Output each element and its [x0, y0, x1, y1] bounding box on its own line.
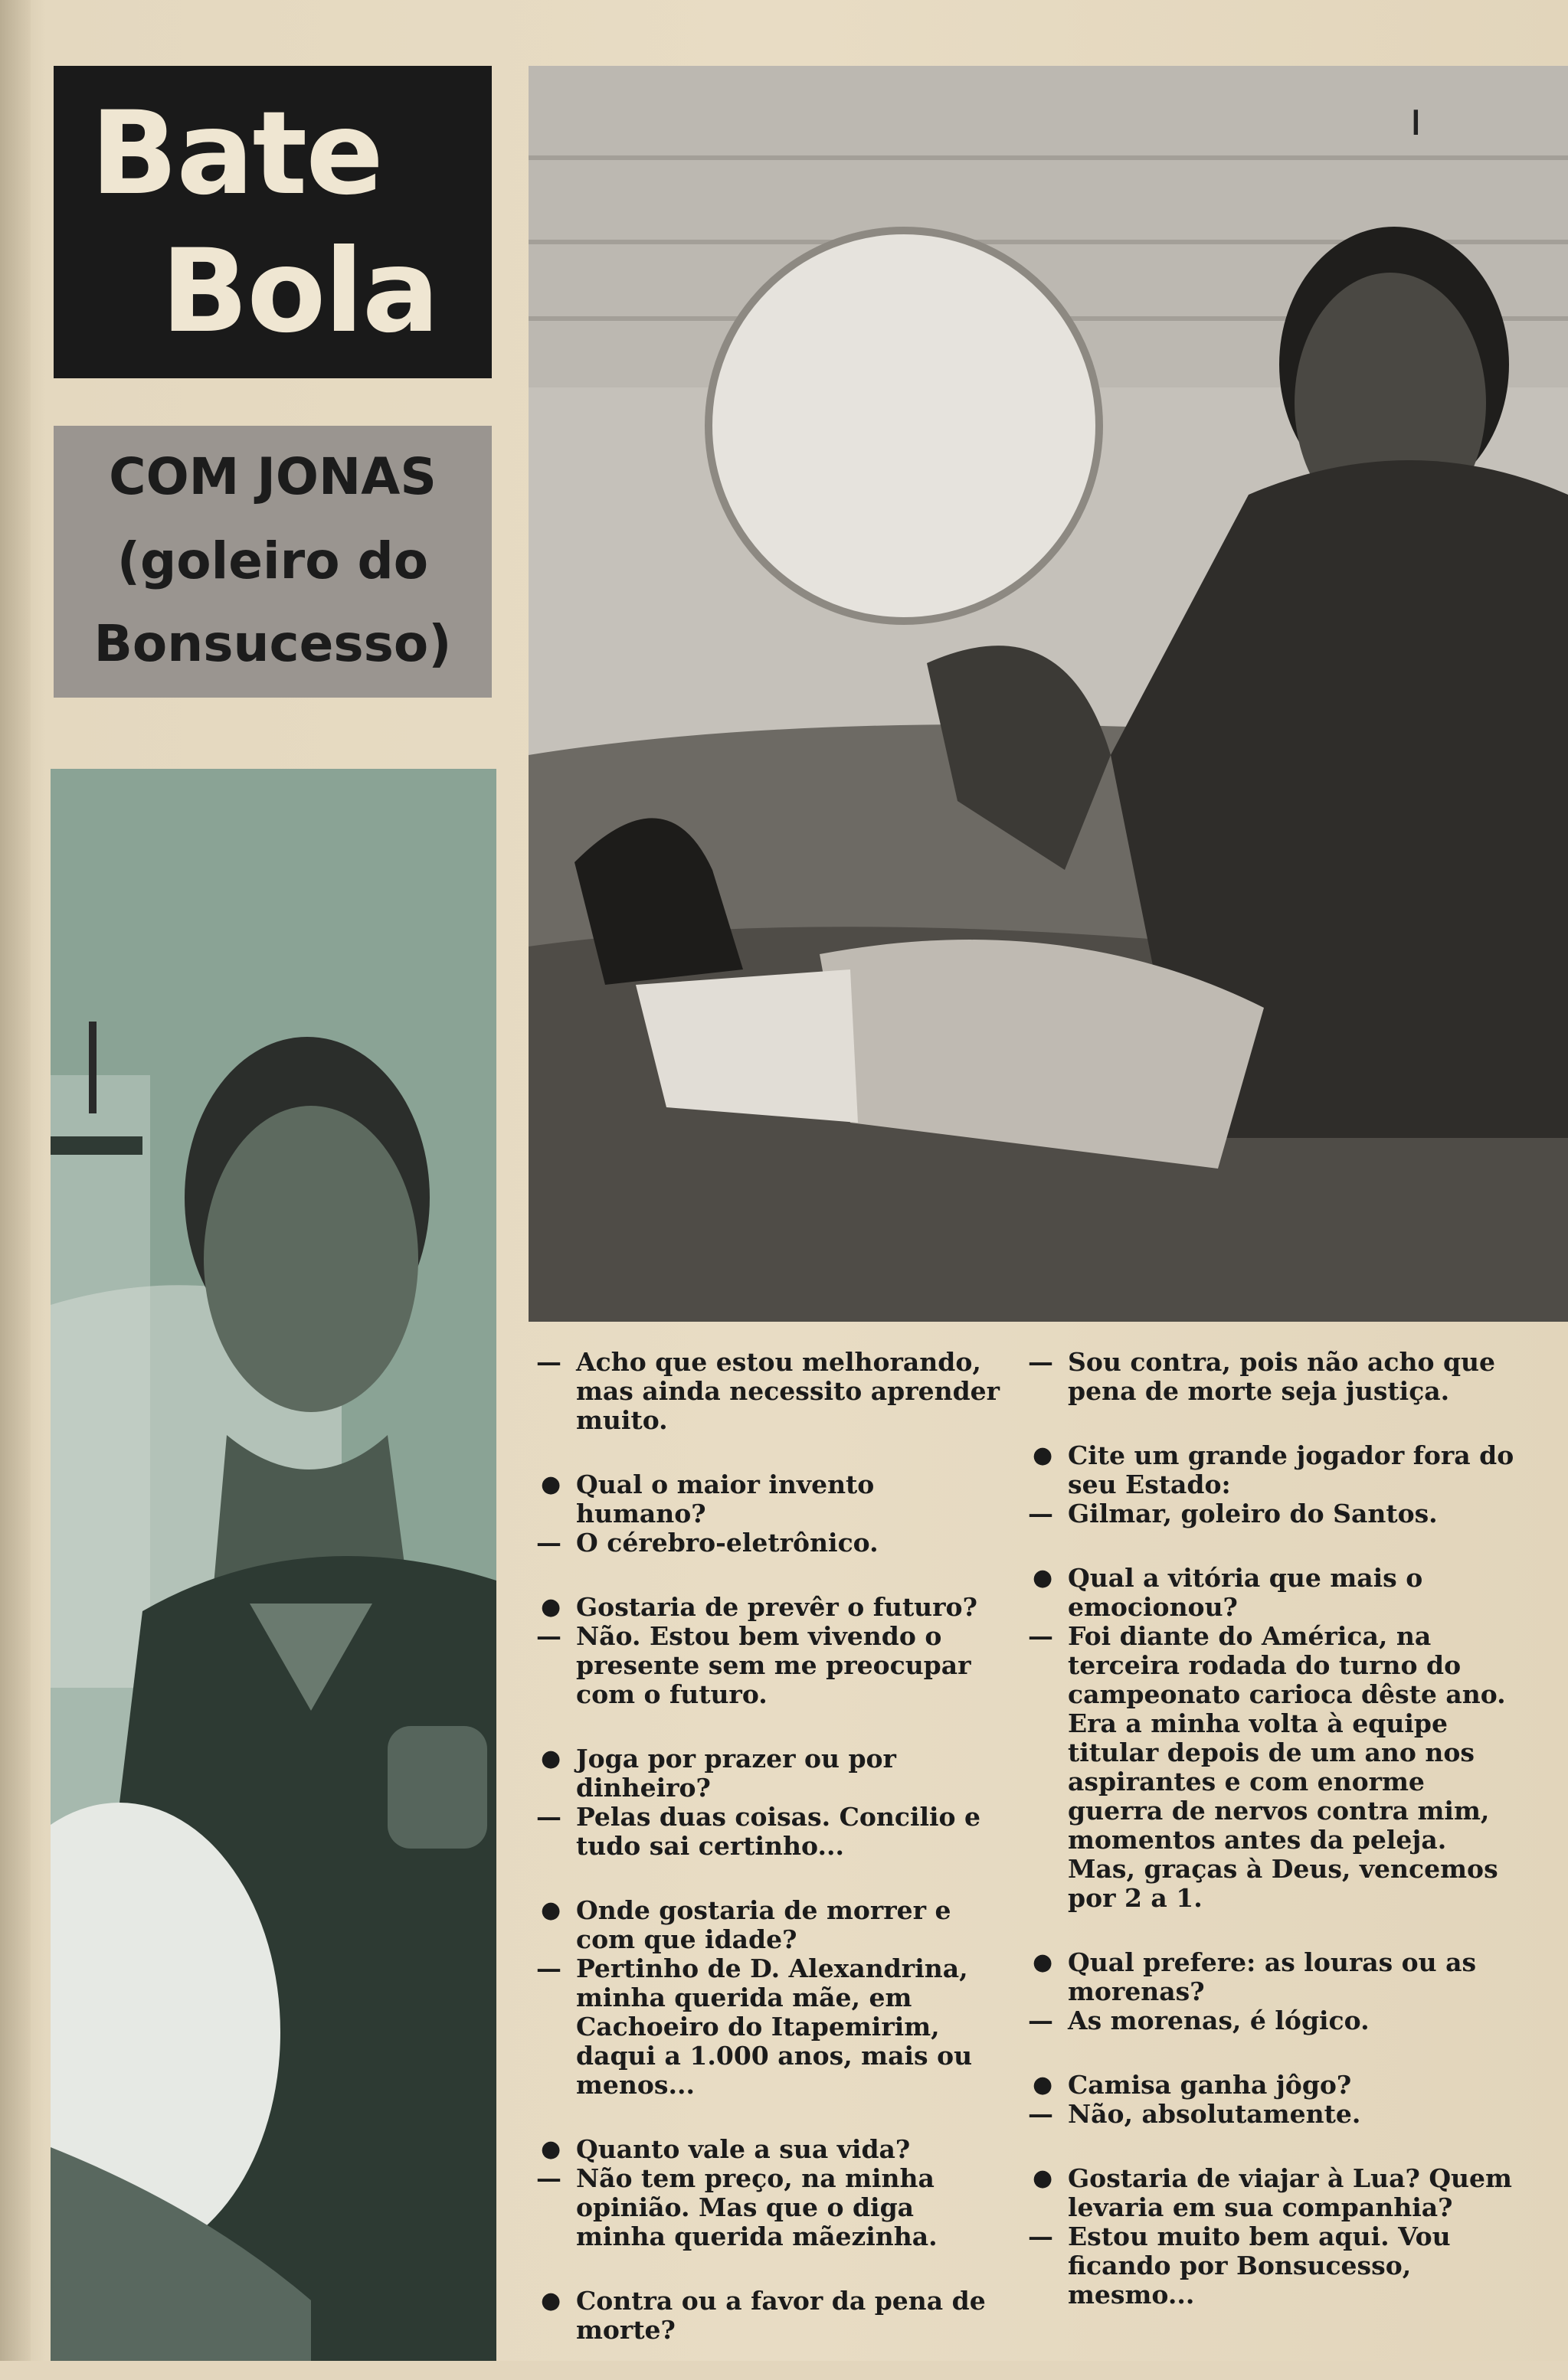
- qa-item: [1028, 1948, 1518, 2035]
- question-text: ● Camisa ganha jôgo?: [1028, 2071, 1518, 2100]
- question-text: ● Gostaria de prevêr o futuro?: [536, 1593, 1011, 1622]
- question-text: ● Cite um grande jogador fora do seu Estado:: [1028, 1441, 1518, 1499]
- portrait-illustration: [51, 769, 496, 2361]
- question-text: ● Qual o maior invento humano?: [536, 1470, 1011, 1528]
- answer-text: — Não, absolutamente.: [1028, 2100, 1518, 2129]
- qa-item: [536, 2135, 1011, 2251]
- page-gutter: [0, 0, 31, 2361]
- subtitle-box: [54, 426, 492, 698]
- answer-text: — Não tem preço, na minha opinião. Mas que o diga minha querida mãezinha.: [536, 2164, 1011, 2251]
- answer-text: — Não. Estou bem vivendo o presente sem me preocupar com o futuro.: [536, 1622, 1011, 1709]
- answer-text: — O cérebro-eletrônico.: [536, 1528, 1011, 1558]
- qa-item: [536, 1593, 1011, 1709]
- question-text: ● Contra ou a favor da pena de morte?: [536, 2287, 1011, 2345]
- question-text: ● Qual a vitória que mais o emocionou?: [1028, 1564, 1518, 1622]
- subtitle-line-2: (goleiro do: [116, 531, 429, 590]
- qa-item: [536, 1896, 1011, 2100]
- qa-item: [1028, 2164, 1518, 2310]
- title-line-1: Bate: [90, 87, 382, 221]
- title-line-2: Bola: [161, 225, 439, 358]
- interview-column-left: [536, 1348, 1011, 2380]
- question-text: ● Qual prefere: as louras ou as morenas?: [1028, 1948, 1518, 2006]
- answer-text: — Pelas duas coisas. Concilio e tudo sai certinho...: [536, 1803, 1011, 1861]
- answer-text: — Gilmar, goleiro do Santos.: [1028, 1499, 1518, 1528]
- qa-item: [1028, 1564, 1518, 1913]
- qa-item: [1028, 1441, 1518, 1528]
- qa-item: [536, 1470, 1011, 1558]
- goalkeeper-holding-ball-photo: [529, 66, 1568, 1322]
- answer-text: — As morenas, é lógico.: [1028, 2006, 1518, 2035]
- answer-text: — Foi diante do América, na terceira rodada do turno do campeonato carioca dêste ano. Era a minha volta à equipe titular depois de um ano nos aspirantes e com enorme guerra de nervos contra mim, momentos antes da peleja. Mas, graças à Deus, vencemos por 2 a 1.: [1028, 1622, 1518, 1913]
- action-illustration: [529, 66, 1568, 1322]
- subtitle-line-1: COM JONAS: [109, 447, 437, 506]
- answer-text: — Sou contra, pois não acho que pena de morte seja justiça.: [1028, 1348, 1518, 1406]
- answer-text: — Acho que estou melhorando, mas ainda necessito aprender muito.: [536, 1348, 1011, 1435]
- question-text: ● Joga por prazer ou por dinheiro?: [536, 1744, 1011, 1803]
- question-text: ● Quanto vale a sua vida?: [536, 2135, 1011, 2164]
- goalkeeper-portrait-photo: [51, 769, 496, 2361]
- interview-column-right: [1028, 1348, 1518, 2345]
- svg-text:ı: ı: [1409, 93, 1422, 146]
- subtitle-line-3: Bonsucesso): [93, 614, 452, 673]
- answer-text: — Pertinho de D. Alexandrina, minha querida mãe, em Cachoeiro do Itapemirim, daqui a 1.000 anos, mais ou menos...: [536, 1954, 1011, 2100]
- question-text: ● Onde gostaria de morrer e com que idade?: [536, 1896, 1011, 1954]
- qa-item: [1028, 2071, 1518, 2129]
- question-text: ● Gostaria de viajar à Lua? Quem levaria em sua companhia?: [1028, 2164, 1518, 2222]
- qa-item: [536, 1744, 1011, 1861]
- qa-item: [536, 2287, 1011, 2345]
- answer-text: — Estou muito bem aqui. Vou ficando por Bonsucesso, mesmo...: [1028, 2222, 1518, 2310]
- title-box: [54, 66, 492, 378]
